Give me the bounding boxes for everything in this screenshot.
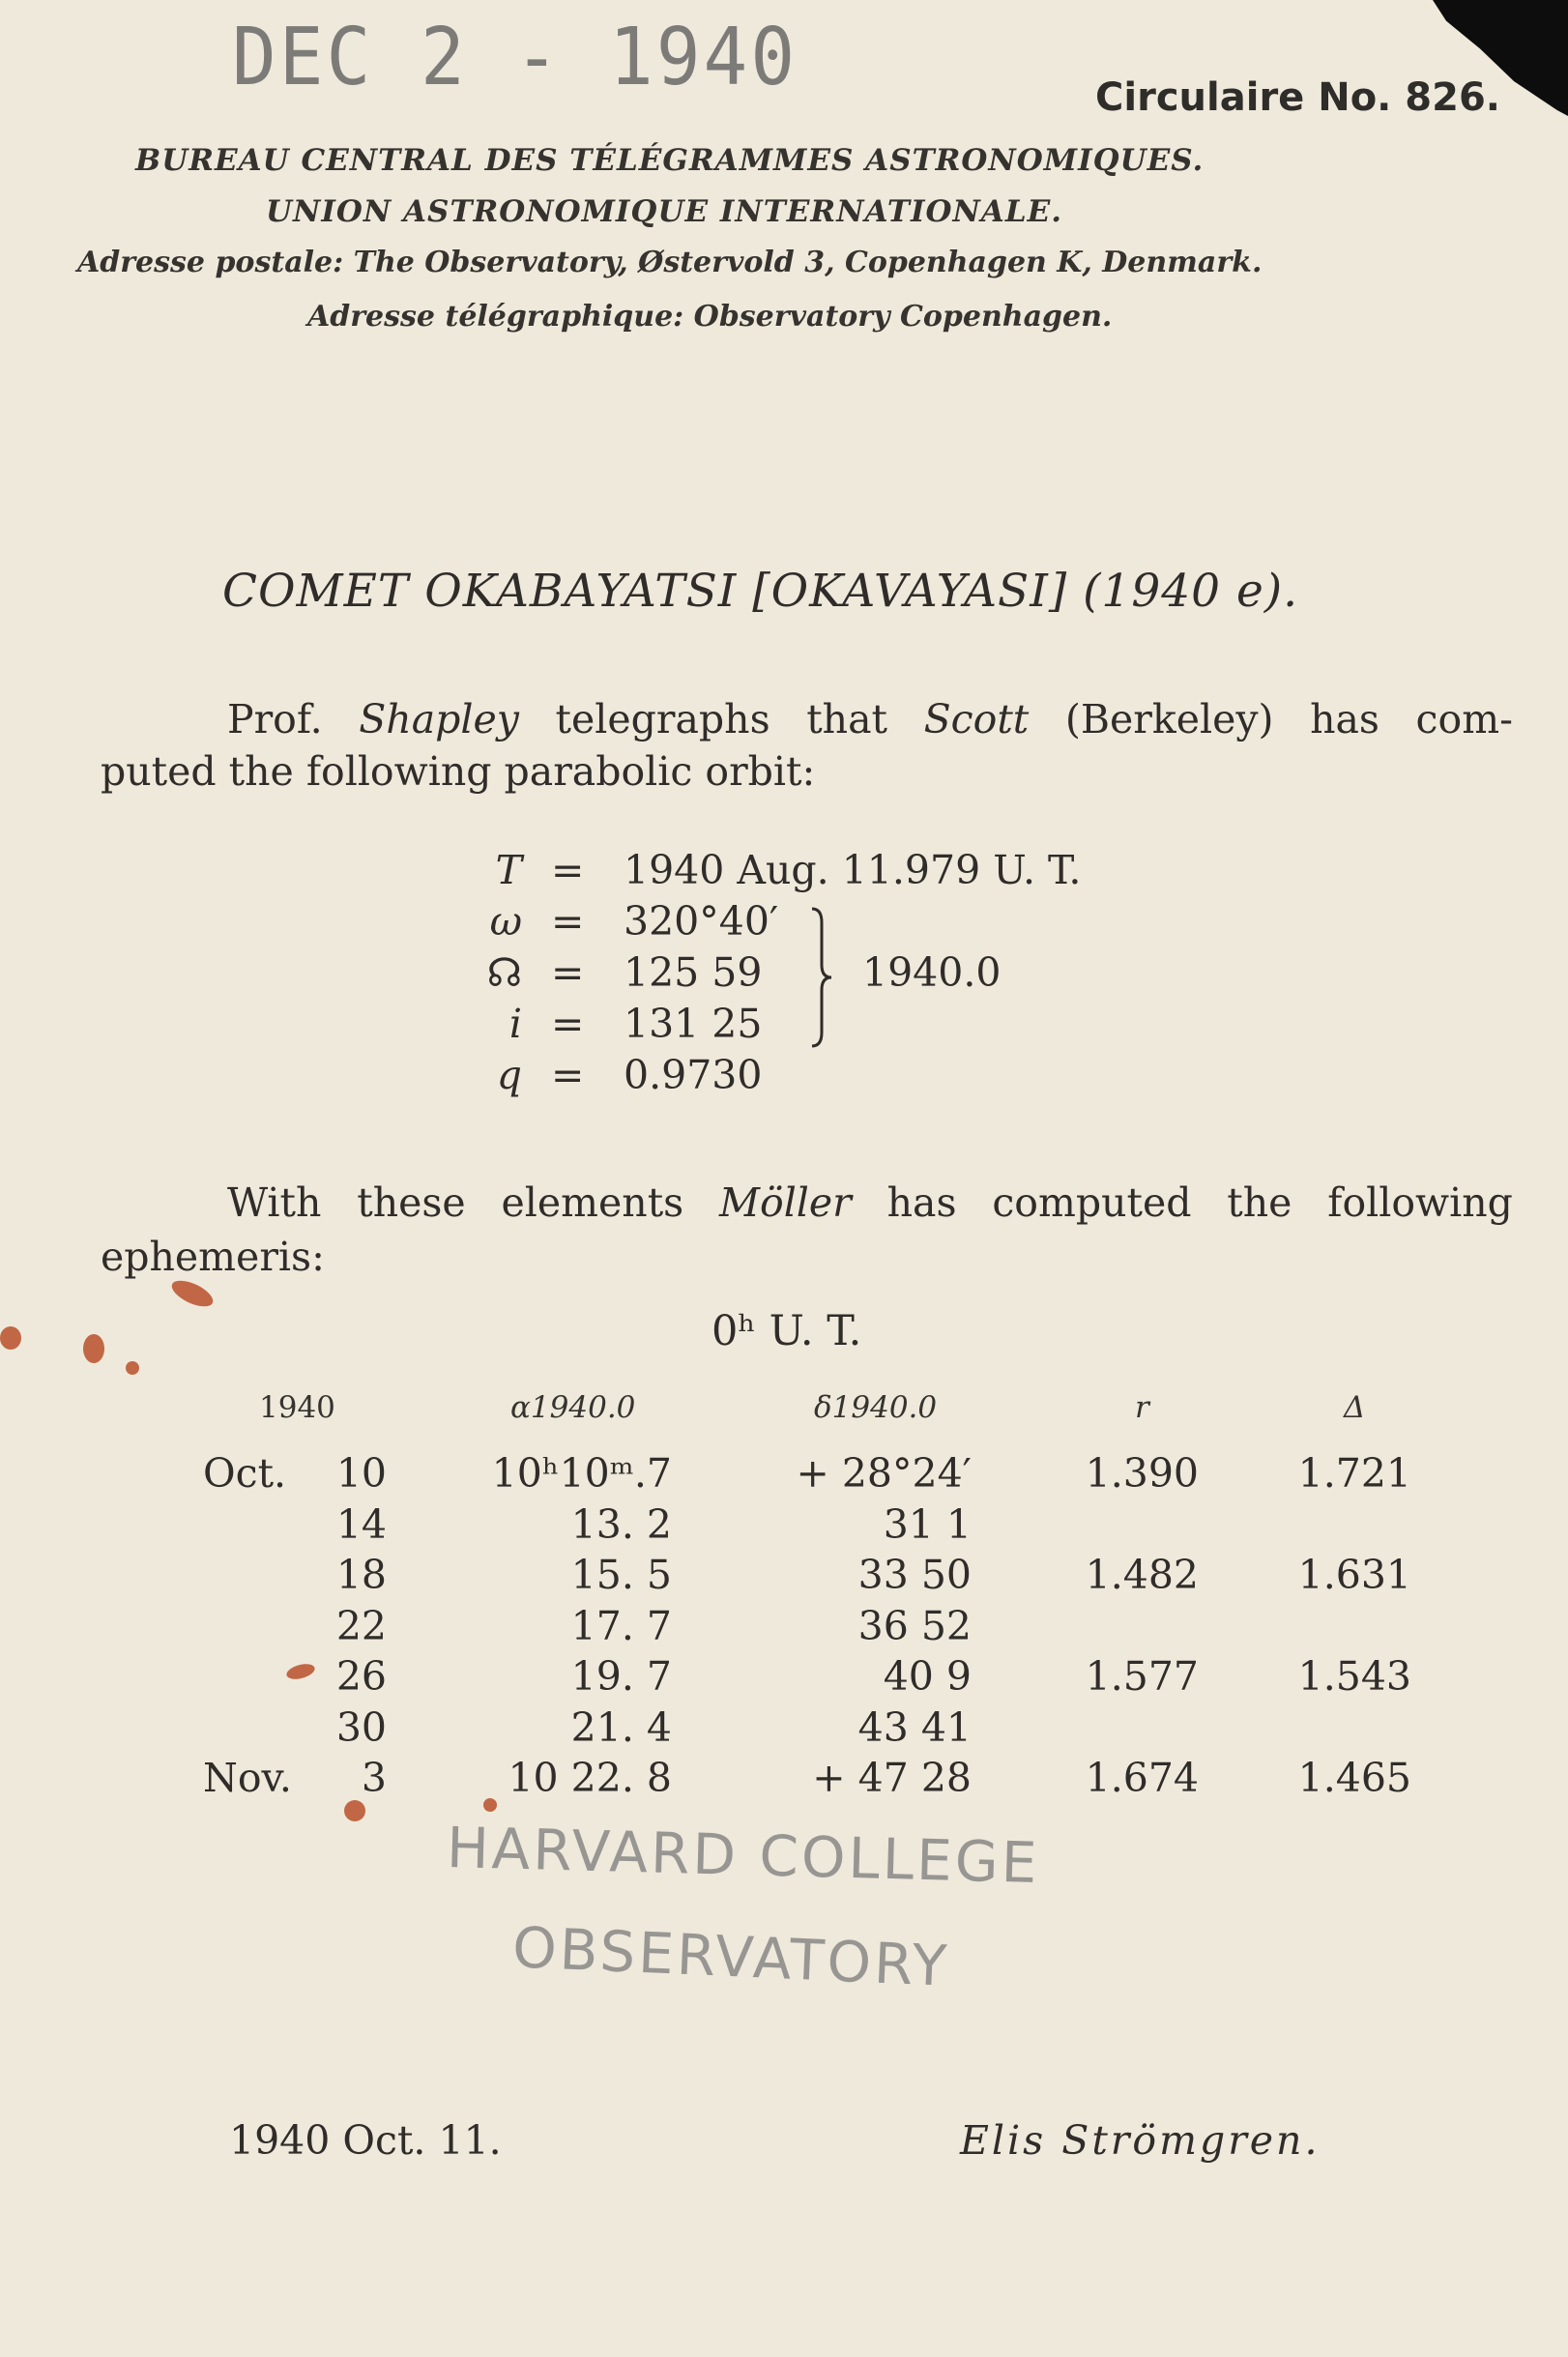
word: Prof. bbox=[227, 696, 323, 742]
word: Scott bbox=[923, 696, 1030, 742]
observatory-stamp-line-1: HARVARD COLLEGE bbox=[446, 1814, 1041, 1897]
ephemeris-cell-day: 10 bbox=[335, 1450, 387, 1497]
word: telegraphs bbox=[555, 696, 770, 742]
value: 320°40′ bbox=[624, 898, 779, 945]
ephemeris-cell-r: 1.482 bbox=[1085, 1552, 1199, 1598]
equals: = bbox=[551, 898, 585, 945]
ephemeris-cell-dec: + 28°24′ bbox=[796, 1450, 972, 1497]
ephemeris-cell-dec: 31 1 bbox=[883, 1500, 972, 1548]
signature: Elis Strömgren. bbox=[960, 2117, 1321, 2164]
word: Shapley bbox=[359, 696, 519, 742]
equals: = bbox=[551, 949, 585, 996]
paragraph-2-line-2: ephemeris: bbox=[101, 1234, 325, 1280]
paragraph-1-line-1 bbox=[227, 696, 1513, 742]
header-bureau: BUREAU CENTRAL DES TÉLÉGRAMMES ASTRONOMIQUES. bbox=[135, 143, 1205, 178]
ephemeris-cell-day: 30 bbox=[335, 1703, 387, 1751]
paragraph-1-line-2: puted the following parabolic orbit: bbox=[101, 748, 816, 795]
word: With bbox=[227, 1179, 322, 1226]
ephemeris-cell-ra: 13. 2 bbox=[570, 1500, 672, 1548]
word: computed bbox=[992, 1179, 1192, 1226]
ephemeris-cell-r: 1.674 bbox=[1085, 1755, 1199, 1801]
word: the bbox=[1227, 1179, 1292, 1226]
ephemeris-cell-ra: 21. 4 bbox=[570, 1703, 672, 1751]
ephemeris-cell-day: 18 bbox=[335, 1552, 387, 1598]
issue-date: 1940 Oct. 11. bbox=[229, 2117, 502, 2164]
ephemeris-cell-dec: 33 50 bbox=[857, 1552, 972, 1598]
word: that bbox=[806, 696, 888, 742]
word: (Berkeley) bbox=[1064, 696, 1274, 742]
ephemeris-cell-month: Oct. bbox=[203, 1450, 287, 1497]
ephemeris-cell-day: 3 bbox=[361, 1755, 387, 1801]
ephemeris-cell-ra: 19. 7 bbox=[570, 1653, 672, 1700]
orbit-epoch: 1940.0 bbox=[862, 949, 1002, 996]
stain-spot bbox=[344, 1800, 365, 1821]
ephemeris-cell-r: 1.577 bbox=[1085, 1653, 1199, 1700]
word: has bbox=[886, 1179, 957, 1226]
stain-spot bbox=[483, 1798, 497, 1812]
column-header-delta: Δ bbox=[1344, 1390, 1366, 1425]
paragraph-2-line-1 bbox=[227, 1179, 1513, 1226]
column-header-date: 1940 bbox=[259, 1390, 335, 1425]
ephemeris-cell-delta: 1.465 bbox=[1297, 1755, 1411, 1801]
brace-glyph bbox=[808, 905, 835, 1050]
ephemeris-time-label: 0ʰ U. T. bbox=[711, 1307, 862, 1355]
symbol: i bbox=[508, 1001, 522, 1047]
ephemeris-cell-day: 22 bbox=[335, 1602, 387, 1649]
header-telegraphic-address: Adresse télégraphique: Observatory Copenhagen. bbox=[307, 300, 1113, 334]
word: com- bbox=[1415, 696, 1513, 742]
ephemeris-cell-delta: 1.631 bbox=[1297, 1552, 1411, 1598]
word: has bbox=[1310, 696, 1379, 742]
column-header-ra: α1940.0 bbox=[510, 1390, 636, 1425]
value: 1940 Aug. 11.979 U. T. bbox=[624, 847, 1082, 893]
ephemeris-cell-day: 26 bbox=[335, 1653, 387, 1700]
value: 0.9730 bbox=[624, 1052, 763, 1098]
ephemeris-cell-ra: 15. 5 bbox=[570, 1552, 672, 1598]
stain-spot bbox=[126, 1361, 139, 1375]
stain-spot bbox=[168, 1275, 217, 1312]
ephemeris-cell-month: Nov. bbox=[203, 1755, 292, 1801]
circular-number: Circulaire No. 826. bbox=[1095, 75, 1500, 120]
header-union: UNION ASTRONOMIQUE INTERNATIONALE. bbox=[266, 194, 1063, 229]
word: elements bbox=[501, 1179, 684, 1226]
column-header-dec: δ1940.0 bbox=[814, 1390, 938, 1425]
ephemeris-cell-delta: 1.721 bbox=[1297, 1450, 1411, 1497]
stain-spot bbox=[285, 1661, 317, 1681]
stain-spot bbox=[0, 1326, 21, 1350]
word: Möller bbox=[719, 1179, 852, 1226]
word: these bbox=[357, 1179, 466, 1226]
equals: = bbox=[551, 847, 585, 893]
ephemeris-cell-ra: 10 22. 8 bbox=[508, 1755, 672, 1801]
column-header-r: r bbox=[1135, 1390, 1149, 1425]
ephemeris-cell-dec: 43 41 bbox=[857, 1703, 972, 1751]
ephemeris-cell-ra: 17. 7 bbox=[570, 1602, 672, 1649]
equals: = bbox=[551, 1001, 585, 1047]
symbol: q bbox=[496, 1052, 522, 1098]
word: following bbox=[1327, 1179, 1513, 1226]
equals: = bbox=[551, 1052, 585, 1098]
ephemeris-cell-r: 1.390 bbox=[1085, 1450, 1199, 1497]
value: 125 59 bbox=[624, 949, 763, 996]
ephemeris-cell-delta: 1.543 bbox=[1297, 1653, 1411, 1700]
circular-title: COMET OKABAYATSI [OKAVAYASI] (1940 e). bbox=[222, 565, 1299, 618]
symbol: T bbox=[495, 847, 522, 893]
symbol: ☊ bbox=[486, 949, 522, 996]
received-date-stamp: DEC 2 - 1940 bbox=[232, 10, 799, 103]
ephemeris-cell-ra: 10ʰ10ᵐ.7 bbox=[491, 1450, 672, 1497]
ephemeris-cell-dec: 36 52 bbox=[857, 1602, 972, 1649]
stain-spot bbox=[83, 1334, 104, 1363]
ephemeris-cell-dec: + 47 28 bbox=[812, 1755, 972, 1801]
symbol: ω bbox=[489, 898, 522, 945]
value: 131 25 bbox=[624, 1001, 763, 1047]
ephemeris-cell-dec: 40 9 bbox=[883, 1653, 972, 1700]
ephemeris-cell-day: 14 bbox=[335, 1500, 387, 1548]
header-postal-address: Adresse postale: The Observatory, Østervold 3, Copenhagen K, Denmark. bbox=[77, 246, 1263, 279]
observatory-stamp-line-2: OBSERVATORY bbox=[510, 1914, 951, 1999]
